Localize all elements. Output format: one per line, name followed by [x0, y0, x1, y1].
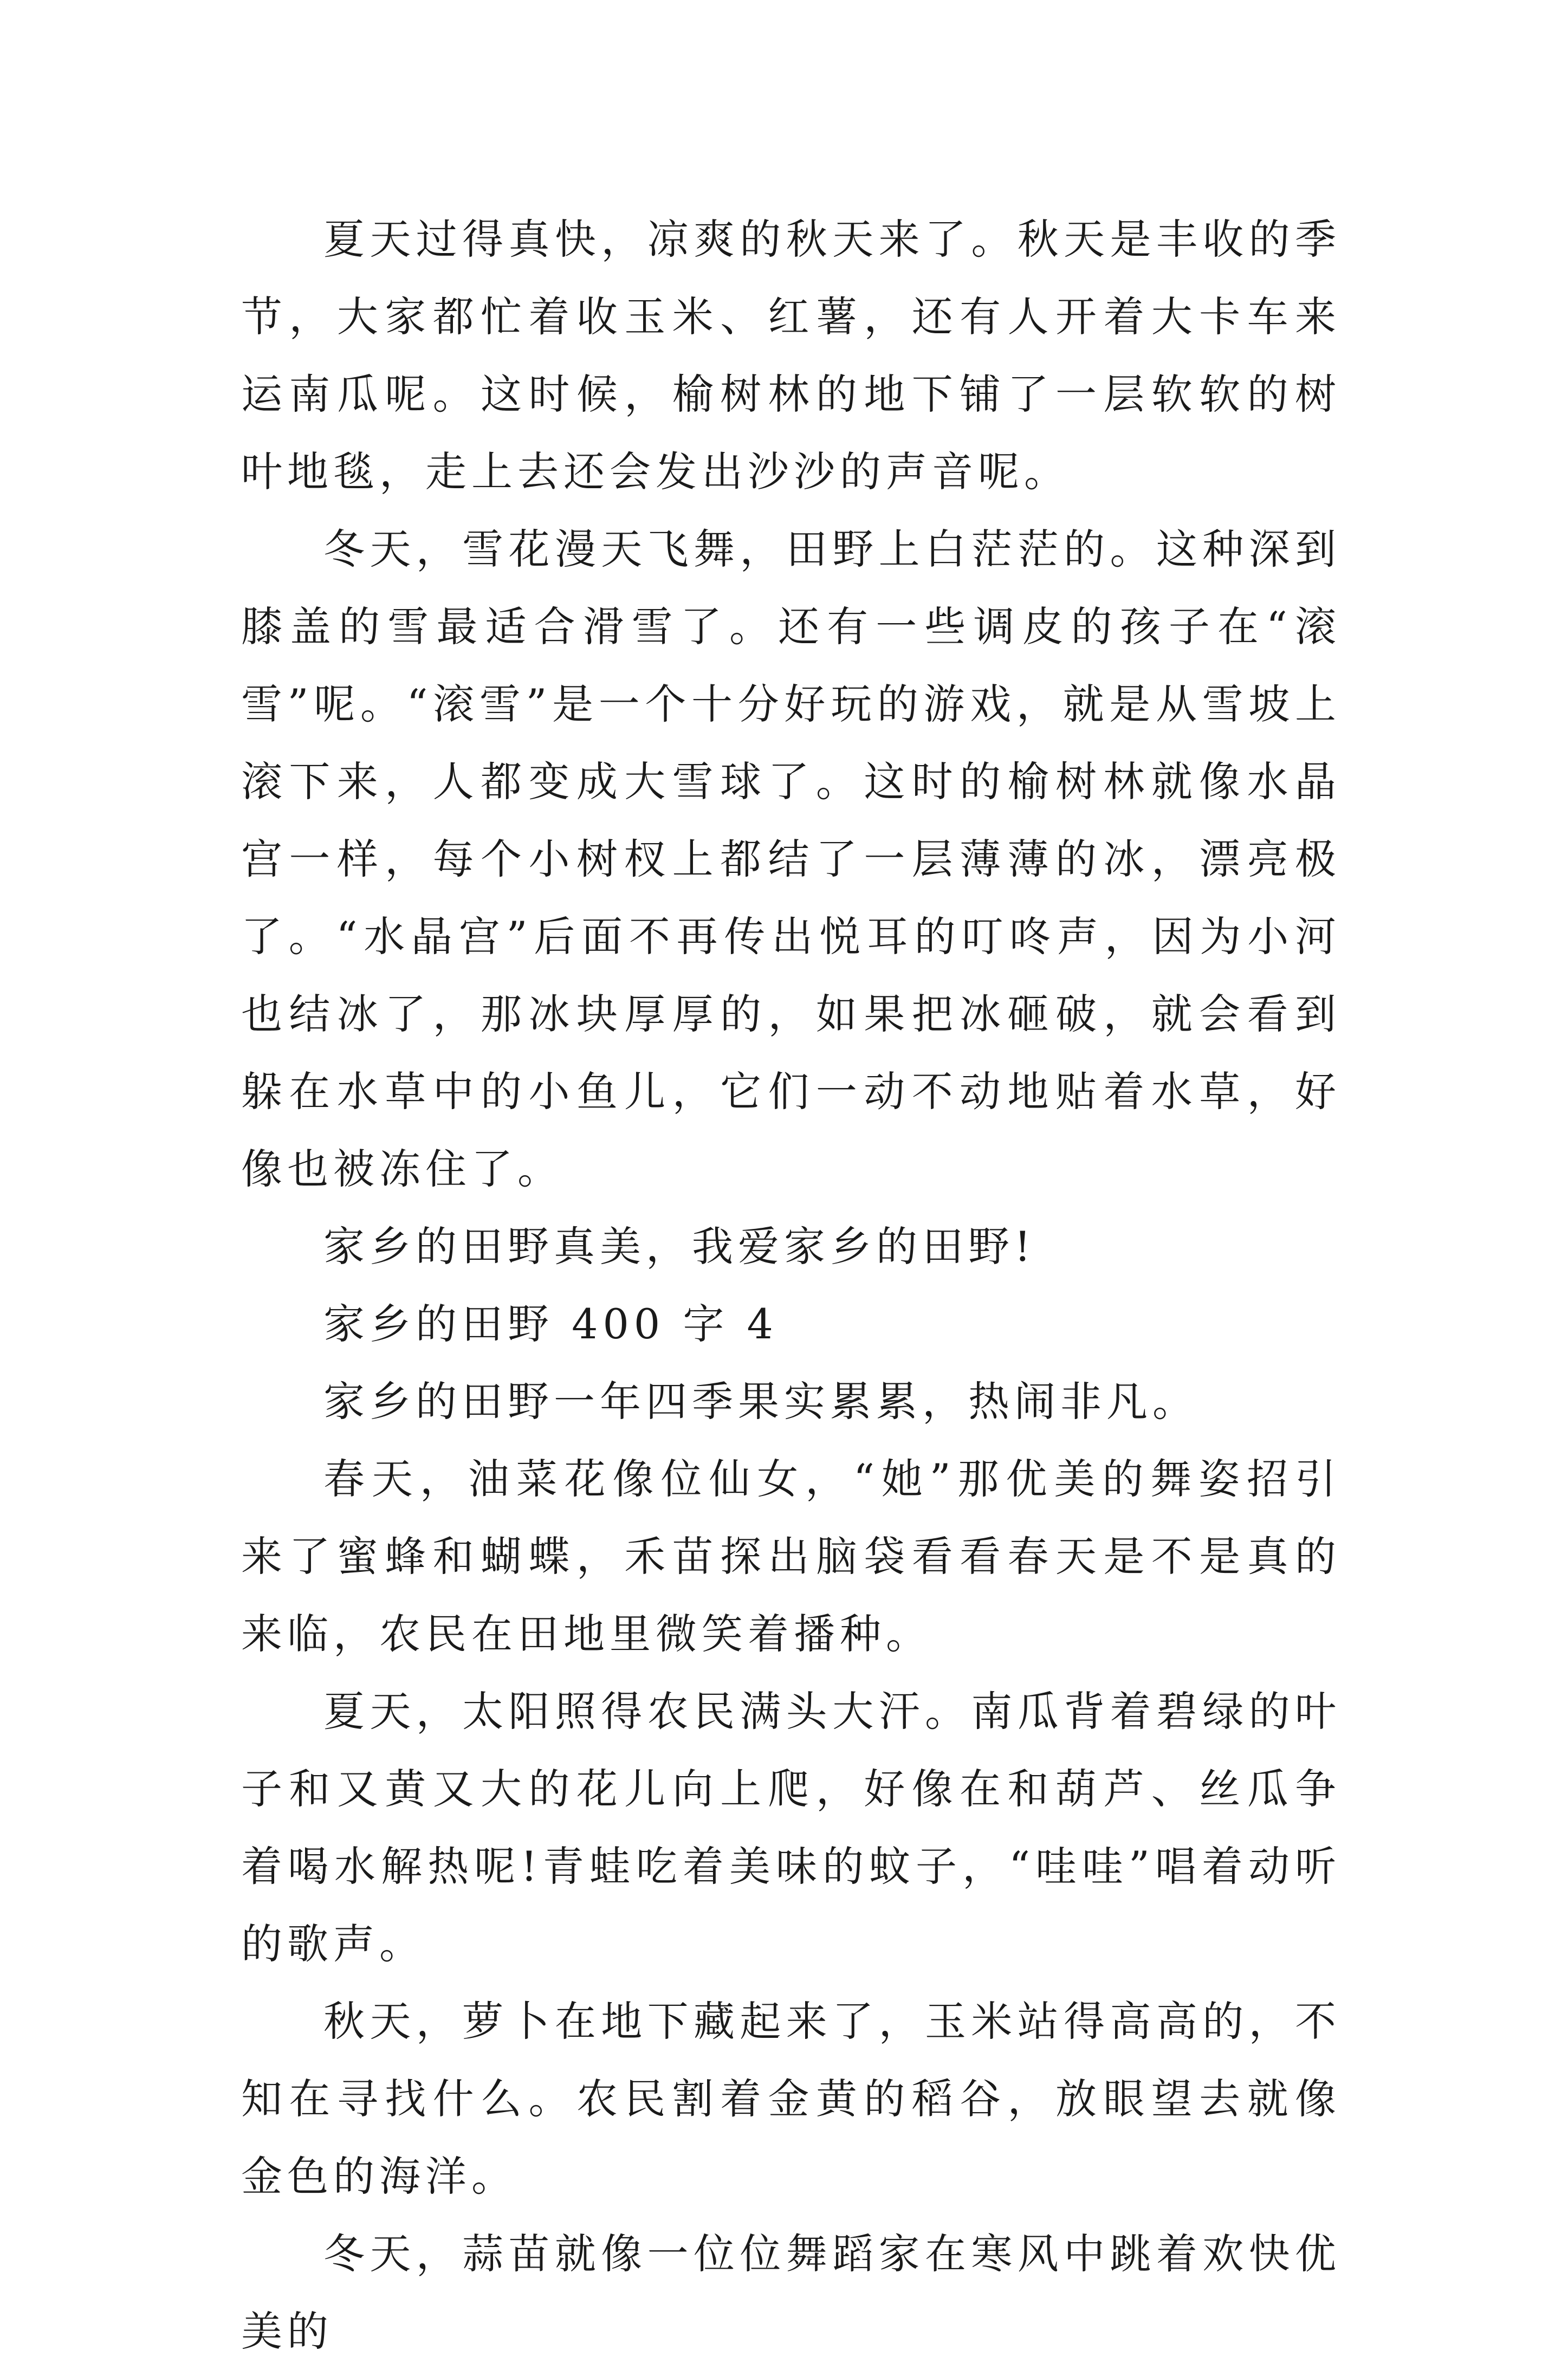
essay-heading: 家乡的田野 400 字 4: [323, 1300, 778, 1348]
paragraph-autumn-continued: 夏天过得真快，凉爽的秋天来了。秋天是丰收的季节，大家都忙着收玉米、红薯，还有人开着大卡车来运南瓜呢。这时候，榆树林的地下铺了一层软软的树叶地毯，走上去还会发出沙沙的声音呢。: [241, 215, 1341, 496]
paragraph-conclusion: 家乡的田野真美，我爱家乡的田野!: [323, 1222, 1036, 1271]
paragraph-summer: 夏天，太阳照得农民满头大汗。南瓜背着碧绿的叶子和又黄又大的花儿向上爬，好像在和葫芦、丝瓜争着喝水解热呢!青蛙吃着美味的蚊子，“哇哇”唱着动听的歌声。: [241, 1687, 1341, 1968]
paragraph-winter: 冬天，雪花漫天飞舞，田野上白茫茫的。这种深到膝盖的雪最适合滑雪了。还有一些调皮的孩子在“滚雪”呢。“滚雪”是一个十分好玩的游戏，就是从雪坡上滚下来，人都变成大雪球了。这时的榆树林就像水晶宫一样，每个小树杈上都结了一层薄薄的冰，漂亮极了。“水晶宫”后面不再传出悦耳的叮咚声，因为小河也结冰了，那冰块厚厚的，如果把冰砸破，就会看到躲在水草中的小鱼儿，它们一动不动地贴着水草，好像也被冻住了。: [241, 525, 1341, 1193]
paragraph-intro: 家乡的田野一年四季果实累累，热闹非凡。: [323, 1377, 1198, 1426]
paragraph-autumn: 秋天，萝卜在地下藏起来了，玉米站得高高的，不知在寻找什么。农民割着金黄的稻谷，放眼望去就像金色的海洋。: [241, 1997, 1341, 2200]
paragraph-spring: 春天，油菜花像位仙女，“她”那优美的舞姿招引来了蜜蜂和蝴蝶，禾苗探出脑袋看看春天是不是真的来临，农民在田地里微笑着播种。: [241, 1455, 1341, 1658]
paragraph-winter-start: 冬天，蒜苗就像一位位舞蹈家在寒风中跳着欢快优美的: [241, 2230, 1341, 2355]
essay-body: [241, 200, 1341, 2370]
